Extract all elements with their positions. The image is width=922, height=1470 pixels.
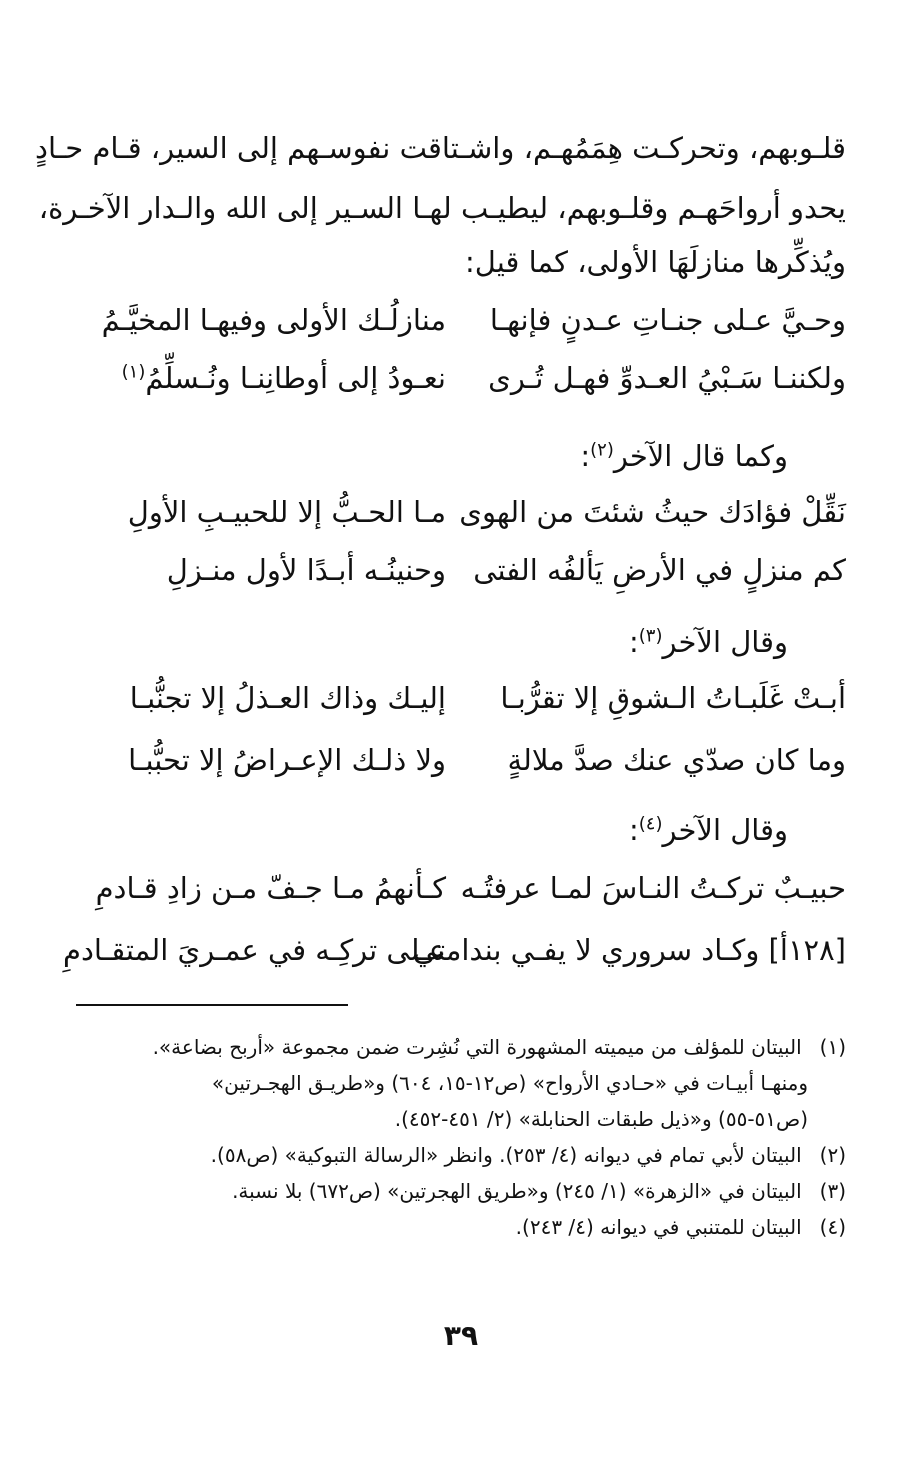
page-number: ٣٩ bbox=[443, 1319, 479, 1352]
footnote-4 bbox=[516, 1212, 846, 1242]
footnote-text: البيتان في «الزهرة» (١/ ٢٤٥) و«طريق الهجرتين» (ص٦٧٢) بلا نسبة. bbox=[232, 1179, 802, 1203]
footnote-ref: (٢) bbox=[590, 439, 614, 461]
footnote-number: (٤) bbox=[819, 1215, 846, 1239]
verse-row bbox=[76, 490, 846, 534]
verse-second-hemistich bbox=[76, 356, 446, 400]
intro-text: وقال الآخر bbox=[662, 625, 788, 659]
poem-intro bbox=[629, 810, 788, 850]
verse-second-hemistich: منازلُـك الأولى وفيهـا المخيَّـمُ bbox=[101, 303, 446, 337]
footnote-number: (٣) bbox=[819, 1179, 846, 1203]
footnote-number: (١) bbox=[819, 1035, 846, 1059]
poem-intro bbox=[629, 622, 788, 662]
verse-row bbox=[76, 356, 846, 400]
verse-second-hemistich: وحنينُـه أبـدًا لأول منـزلِ bbox=[166, 553, 446, 587]
footnote-ref: (٤) bbox=[638, 813, 663, 835]
verse-first-hemistich: [١٢٨أ] وكـاد سروري لا يفـي بندامتي bbox=[412, 933, 846, 967]
verse-first-hemistich: كم منزلٍ في الأرضِ يَألفُه الفتى bbox=[473, 553, 846, 587]
footnote-1-line-2: ومنهـا أبيـات في «حـادي الأرواح» (ص١٢-١٥، ٦٠٤) و«طريـق الهجـرتين» bbox=[211, 1071, 808, 1095]
footnote-ref: (٣) bbox=[638, 625, 663, 647]
footnote-text: البيتان لأبي تمام في ديوانه (٤/ ٢٥٣). وانظر «الرسالة التبوكية» (ص٥٨). bbox=[210, 1143, 802, 1167]
poem-intro bbox=[580, 436, 788, 476]
verse-row bbox=[76, 548, 846, 592]
verse-row bbox=[76, 676, 846, 720]
verse-first-hemistich: وما كان صدّي عنك صدَّ ملالةٍ bbox=[507, 743, 846, 777]
intro-text: وكما قال الآخر bbox=[613, 439, 788, 473]
footnote-number: (٢) bbox=[819, 1143, 846, 1167]
verse-row bbox=[76, 866, 846, 910]
verse-second-hemistich: عـلى تركِـه في عمـريَ المتقـادمِ bbox=[63, 933, 446, 967]
verse-row bbox=[76, 298, 846, 342]
footnote-1 bbox=[153, 1032, 846, 1062]
verse-row bbox=[76, 738, 846, 782]
verse-first-hemistich: نَقِّلْ فؤادَك حيثُ شئتَ من الهوى bbox=[459, 495, 846, 529]
prose-line-2: يحدو أرواحَهـم وقلـوبهم، ليطيـب لهـا السـير إلى الله والـدار الآخـرة، bbox=[38, 191, 846, 225]
verse-second-hemistich: مـا الحـبُّ إلا للحبيـبِ الأولِ bbox=[127, 495, 446, 529]
footnote-text: البيتان للمؤلف من ميميته المشهورة التي نُشِرت ضمن مجموعة «أربح بضاعة». bbox=[152, 1035, 802, 1059]
footnote-1-line-3: (ص٥١-٥٥) و«ذيل طبقات الحنابلة» (٢/ ٤٥١-٤٥٢). bbox=[394, 1107, 808, 1131]
verse-second-hemistich: إليـك وذاك العـذلُ إلا تجنُّبـا bbox=[129, 681, 446, 715]
prose-line-1: قلـوبهم، وتحركـت هِمَمُهـم، واشـتاقت نفوسـهم إلى السير، قـام حـادٍ bbox=[35, 131, 846, 165]
footnote-3 bbox=[232, 1176, 846, 1206]
verse-row bbox=[63, 928, 846, 972]
verse-first-hemistich: أبـتْ غَلَبـاتُ الـشوقِ إلا تقرُّبـا bbox=[500, 681, 846, 715]
verse-text: نعـودُ إلى أوطانِنـا ونُـسلِّمُ bbox=[145, 361, 446, 395]
verse-second-hemistich: ولا ذلـك الإعـراضُ إلا تحبُّبـا bbox=[128, 743, 446, 777]
verse-first-hemistich: وحـيَّ عـلى جنـاتِ عـدنٍ فإنهـا bbox=[489, 303, 846, 337]
verse-first-hemistich: حبيـبٌ تركـتُ النـاسَ لمـا عرفتُـه bbox=[460, 871, 846, 905]
intro-colon: : bbox=[628, 625, 639, 659]
footnote-ref: (١) bbox=[121, 361, 146, 383]
prose-line-3: ويُذكِّرها منازلَهَا الأولى، كما قيل: bbox=[465, 245, 846, 279]
intro-colon: : bbox=[628, 813, 639, 847]
footnote-separator bbox=[76, 1004, 348, 1006]
footnote-text: البيتان للمتنبي في ديوانه (٤/ ٢٤٣). bbox=[515, 1215, 802, 1239]
intro-text: وقال الآخر bbox=[662, 813, 788, 847]
intro-colon: : bbox=[580, 439, 591, 473]
footnote-2 bbox=[211, 1140, 846, 1170]
verse-first-hemistich: ولكننـا سَـبْيُ العـدوِّ فهـل تُـرى bbox=[488, 361, 846, 395]
verse-second-hemistich: كـأنهمُ مـا جـفّ مـن زادِ قـادمِ bbox=[95, 871, 446, 905]
